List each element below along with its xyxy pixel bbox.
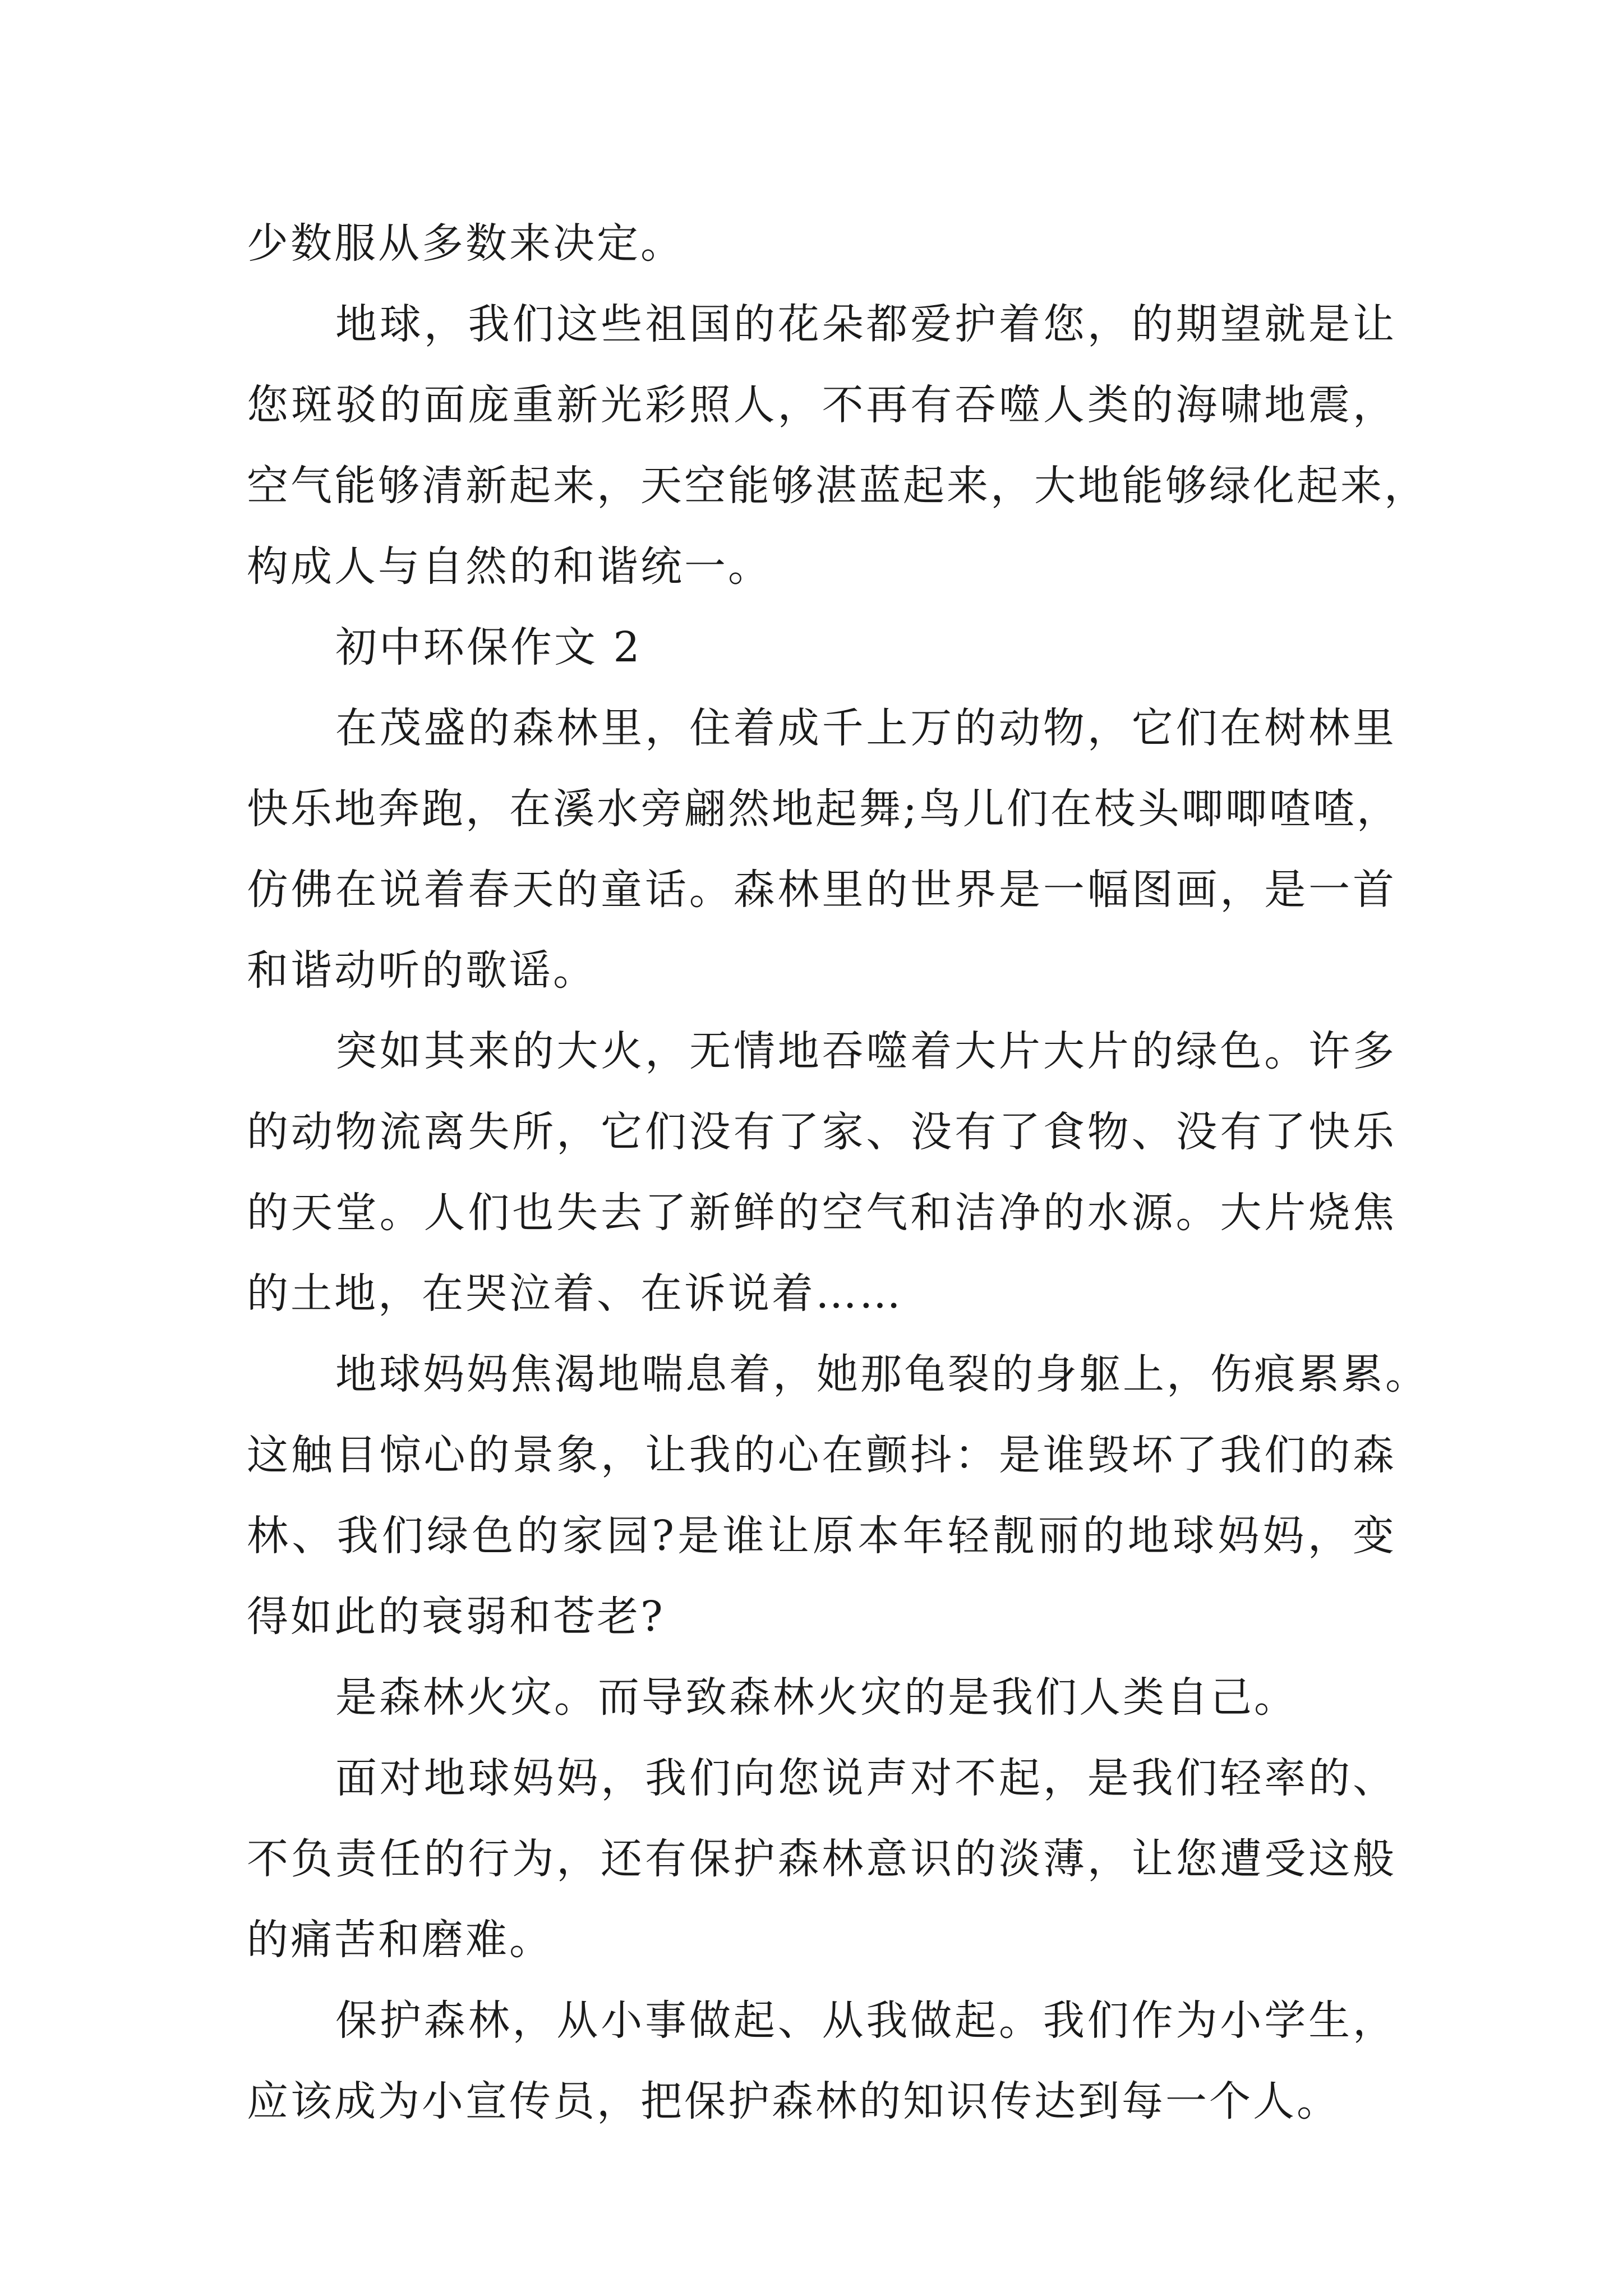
text-line: 不负责任的行为，还有保护森林意识的淡薄，让您遭受这般 [247,1835,1396,1883]
text-line: 的动物流离失所，它们没有了家、没有了食物、没有了快乐 [247,1108,1396,1156]
text-line: 和谐动听的歌谣。 [247,946,597,995]
text-line: 空气能够清新起来，天空能够湛蓝起来，大地能够绿化起来， [247,462,1428,510]
text-line: 应该成为小宣传员，把保护森林的知识传达到每一个人。 [247,2077,1340,2125]
text-line: 您斑驳的面庞重新光彩照人，不再有吞噬人类的海啸地震， [247,381,1396,429]
text-line: 的土地，在哭泣着、在诉说着…… [247,1269,903,1318]
text-line: 得如此的衰弱和苍老? [247,1593,665,1641]
text-line: 的天堂。人们也失去了新鲜的空气和洁净的水源。大片烧焦 [247,1189,1396,1237]
document-body [247,203,1429,2142]
text-line: 林、我们绿色的家园?是谁让原本年轻靓丽的地球妈妈，变 [247,1512,1396,1560]
text-line: 的痛苦和磨难。 [247,1916,553,1964]
text-line: 这触目惊心的景象，让我的心在颤抖：是谁毁坏了我们的森 [247,1431,1396,1479]
text-line: 保护森林，从小事做起、从我做起。我们作为小学生， [335,1996,1396,2045]
text-line: 突如其来的大火，无情地吞噬着大片大片的绿色。许多 [335,1027,1396,1075]
text-line: 是森林火灾。而导致森林火灾的是我们人类自己。 [335,1673,1298,1722]
text-line: 面对地球妈妈，我们向您说声对不起，是我们轻率的、 [335,1754,1396,1802]
text-line: 快乐地奔跑，在溪水旁翩然地起舞;鸟儿们在枝头唧唧喳喳， [247,785,1400,833]
text-line: 少数服从多数来决定。 [247,219,684,268]
text-line: 地球妈妈焦渴地喘息着，她那龟裂的身躯上，伤痕累累。 [335,1350,1429,1398]
text-line: 仿佛在说着春天的童话。森林里的世界是一幅图画，是一首 [247,866,1396,914]
text-line: 构成人与自然的和谐统一。 [247,542,772,591]
text-line: 在茂盛的森林里，住着成千上万的动物，它们在树林里 [335,704,1396,752]
section-heading: 初中环保作文 2 [335,623,642,671]
text-line: 地球，我们这些祖国的花朵都爱护着您，的期望就是让 [335,300,1396,348]
